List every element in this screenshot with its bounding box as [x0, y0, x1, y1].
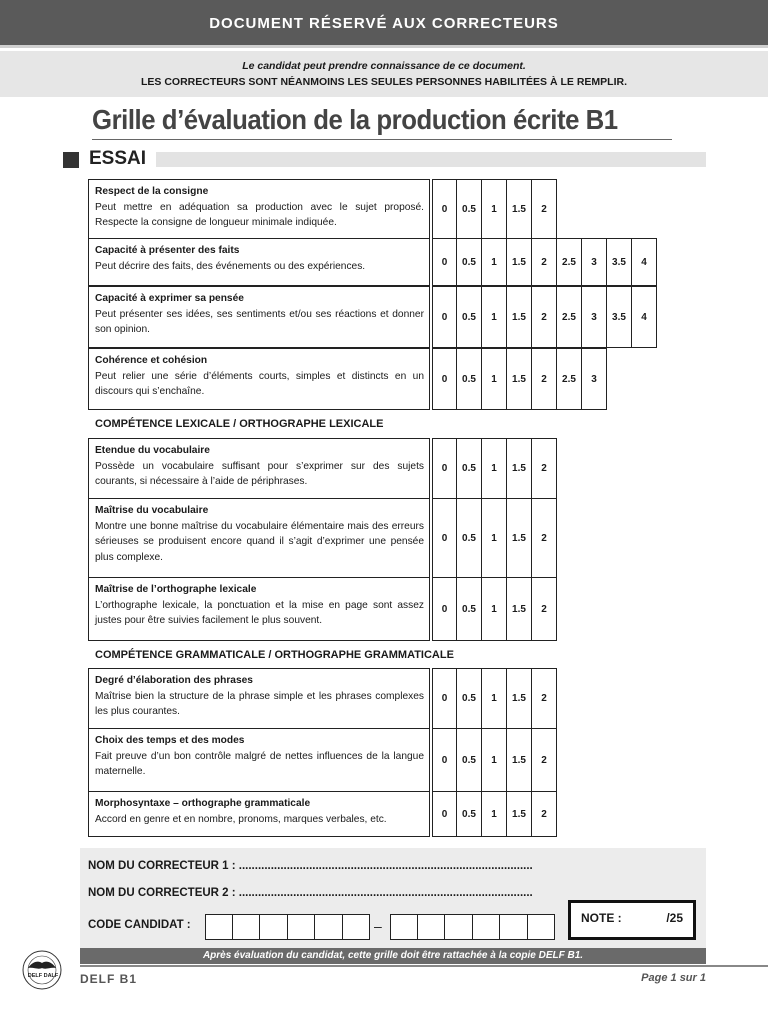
score-options: [430, 498, 557, 578]
criterion-desc: Maîtrise bien la structure de la phrase simple et les phrases complexes les plus courantes.: [95, 690, 424, 717]
criterion-desc: Montre une bonne maîtrise du vocabulaire élémentaire mais des erreurs sérieuses se produisent encore quand il s’agit d’exprimer une pensée plus complexe.: [95, 520, 424, 563]
score-option[interactable]: 1.5: [507, 438, 532, 499]
score-option[interactable]: 0.5: [457, 728, 482, 792]
score-option[interactable]: 1.5: [507, 238, 532, 286]
reserved-banner: DOCUMENT RÉSERVÉ AUX CORRECTEURS: [0, 0, 768, 48]
score-option[interactable]: 2: [532, 438, 557, 499]
score-option[interactable]: 2: [532, 286, 557, 348]
criterion-name: Maîtrise du vocabulaire: [95, 505, 209, 516]
code-separator: –: [374, 918, 382, 934]
section-essai-label: ESSAI: [89, 148, 147, 169]
section-lexicale-heading: COMPÉTENCE LEXICALE / ORTHOGRAPHE LEXICALE: [95, 418, 384, 430]
code-cell[interactable]: [288, 914, 316, 940]
score-option[interactable]: 3: [582, 286, 607, 348]
score-options: [430, 668, 557, 729]
score-options: [430, 577, 557, 641]
score-option[interactable]: 1: [482, 348, 507, 410]
note-value: /25: [666, 911, 683, 925]
criterion-name: Cohérence et cohésion: [95, 355, 208, 366]
criterion-name: Etendue du vocabulaire: [95, 445, 210, 456]
score-options: [430, 438, 557, 499]
score-option[interactable]: 2: [532, 498, 557, 578]
score-option[interactable]: 0.5: [457, 238, 482, 286]
criterion-row: [88, 348, 607, 410]
score-option[interactable]: 2.5: [557, 348, 582, 410]
score-options: [430, 728, 557, 792]
score-option[interactable]: 1.5: [507, 668, 532, 729]
score-options: [430, 179, 557, 239]
code-cell[interactable]: [445, 914, 473, 940]
score-option[interactable]: 2: [532, 238, 557, 286]
candidate-code-cells-2[interactable]: [390, 914, 555, 940]
code-cell[interactable]: [418, 914, 446, 940]
score-option[interactable]: 1.5: [507, 791, 532, 837]
score-option[interactable]: 1: [482, 286, 507, 348]
score-option[interactable]: 0.5: [457, 498, 482, 578]
score-option[interactable]: 1: [482, 668, 507, 729]
score-option[interactable]: 0.5: [457, 791, 482, 837]
criterion-name: Capacité à exprimer sa pensée: [95, 293, 244, 304]
criterion-desc: Accord en genre et en nombre, pronoms, marques verbales, etc.: [95, 813, 387, 825]
score-options: [430, 286, 657, 348]
score-option[interactable]: 0: [432, 438, 457, 499]
criterion-name: Morphosyntaxe – orthographe grammaticale: [95, 798, 311, 809]
score-option[interactable]: 0: [432, 348, 457, 410]
section-marker-icon: [63, 152, 79, 168]
criterion-row: [88, 498, 557, 578]
score-option[interactable]: 0: [432, 728, 457, 792]
score-option[interactable]: 3: [582, 348, 607, 410]
score-option[interactable]: 0.5: [457, 668, 482, 729]
note-box[interactable]: [568, 900, 696, 940]
criterion-description-cell: [88, 286, 430, 348]
code-cell[interactable]: [233, 914, 261, 940]
score-option[interactable]: 0.5: [457, 348, 482, 410]
criterion-description-cell: [88, 791, 430, 837]
score-option[interactable]: 1.5: [507, 577, 532, 641]
score-option[interactable]: 1: [482, 791, 507, 837]
score-option[interactable]: 0: [432, 286, 457, 348]
score-option[interactable]: 0.5: [457, 179, 482, 239]
score-option[interactable]: 4: [632, 286, 657, 348]
code-cell[interactable]: [315, 914, 343, 940]
bottom-notice: Après évaluation du candidat, cette grille doit être rattachée à la copie DELF B1.: [80, 948, 706, 964]
score-option[interactable]: 2: [532, 728, 557, 792]
criterion-desc: Peut présenter ses idées, ses sentiments et/ou ses réactions et donner son opinion.: [95, 308, 424, 335]
score-option[interactable]: 3: [582, 238, 607, 286]
criterion-row: [88, 286, 657, 348]
criterion-name: Maîtrise de l’orthographe lexicale: [95, 584, 257, 595]
score-option[interactable]: 1: [482, 179, 507, 239]
criterion-name: Capacité à présenter des faits: [95, 245, 240, 256]
criterion-name: Degré d’élaboration des phrases: [95, 675, 253, 686]
score-option[interactable]: 2.5: [557, 238, 582, 286]
criterion-desc: L’orthographe lexicale, la ponctuation et la mise en page sont assez justes pour être suivies facilement le plus souvent.: [95, 599, 424, 626]
score-option[interactable]: 1.5: [507, 498, 532, 578]
score-option[interactable]: 0: [432, 791, 457, 837]
candidate-code-label: CODE CANDIDAT :: [88, 919, 191, 931]
criterion-description-cell: [88, 238, 430, 286]
score-options: [430, 791, 557, 837]
bottom-divider: [80, 965, 768, 967]
criterion-description-cell: [88, 348, 430, 410]
score-option[interactable]: 1.5: [507, 348, 532, 410]
note-label: NOTE :: [581, 911, 622, 925]
code-cell[interactable]: [390, 914, 418, 940]
criterion-description-cell: [88, 668, 430, 729]
criterion-description-cell: [88, 498, 430, 578]
score-option[interactable]: 0.5: [457, 577, 482, 641]
score-option[interactable]: 2: [532, 791, 557, 837]
criterion-row: [88, 668, 557, 729]
score-option[interactable]: 1: [482, 438, 507, 499]
candidate-code-cells-1[interactable]: [205, 914, 370, 940]
score-option[interactable]: 1: [482, 577, 507, 641]
section-grammaticale-heading: COMPÉTENCE GRAMMATICALE / ORTHOGRAPHE GRAMMATICALE: [95, 649, 454, 661]
score-options: [430, 348, 607, 410]
corrector-1-field[interactable]: NOM DU CORRECTEUR 1 : ............................................................................................: [88, 860, 533, 872]
score-option[interactable]: 3.5: [607, 286, 632, 348]
score-option[interactable]: 1: [482, 728, 507, 792]
criterion-row: [88, 577, 557, 641]
criterion-row: [88, 179, 557, 239]
page-number: Page 1 sur 1: [641, 972, 706, 984]
score-option[interactable]: 1.5: [507, 286, 532, 348]
score-option[interactable]: 0: [432, 498, 457, 578]
delf-dalf-logo-icon: [20, 950, 64, 990]
criterion-row: [88, 728, 557, 792]
page-title: Grille d’évaluation de la production écrite B1: [92, 104, 618, 135]
score-option[interactable]: 1: [482, 498, 507, 578]
logo-text: DELF DALF: [27, 973, 59, 979]
score-options: [430, 238, 657, 286]
code-cell[interactable]: [528, 914, 556, 940]
score-option[interactable]: 0: [432, 668, 457, 729]
criterion-desc: Peut relier une série d’éléments courts, simples et distincts en un discours qui s’enchaîne.: [95, 370, 424, 397]
criterion-description-cell: [88, 179, 430, 239]
criterion-desc: Peut décrire des faits, des événements ou des expériences.: [95, 260, 366, 272]
footer-level: DELF B1: [80, 972, 138, 986]
score-option[interactable]: 0: [432, 179, 457, 239]
score-option[interactable]: 0.5: [457, 286, 482, 348]
criterion-name: Choix des temps et des modes: [95, 735, 245, 746]
criterion-description-cell: [88, 728, 430, 792]
code-cell[interactable]: [473, 914, 501, 940]
score-option[interactable]: 1.5: [507, 179, 532, 239]
score-option[interactable]: 2.5: [557, 286, 582, 348]
score-option[interactable]: 0.5: [457, 438, 482, 499]
code-cell[interactable]: [260, 914, 288, 940]
criterion-description-cell: [88, 577, 430, 641]
score-option[interactable]: 4: [632, 238, 657, 286]
notice-line-2: LES CORRECTEURS SONT NÉANMOINS LES SEULES PERSONNES HABILITÉES À LE REMPLIR.: [141, 76, 627, 88]
score-option[interactable]: 2: [532, 577, 557, 641]
criterion-name: Respect de la consigne: [95, 186, 209, 197]
notice-panel: [0, 51, 768, 97]
score-option[interactable]: 0: [432, 577, 457, 641]
criterion-desc: Fait preuve d’un bon contrôle malgré de nettes influences de la langue maternelle.: [95, 750, 424, 777]
code-cell[interactable]: [205, 914, 233, 940]
score-option[interactable]: 2: [532, 348, 557, 410]
score-option[interactable]: 2: [532, 668, 557, 729]
score-option[interactable]: 3.5: [607, 238, 632, 286]
criterion-description-cell: [88, 438, 430, 499]
corrector-2-field[interactable]: NOM DU CORRECTEUR 2 : ............................................................................................: [88, 887, 533, 899]
section-bar: [156, 152, 706, 167]
criterion-desc: Peut mettre en adéquation sa production avec le sujet proposé. Respecte la consigne de longueur minimale indiquée.: [95, 201, 424, 228]
criterion-desc: Possède un vocabulaire suffisant pour s’exprimer sur des sujets courants, si nécessaire à l’aide de périphrases.: [95, 460, 424, 487]
title-divider: [92, 139, 672, 140]
notice-line-1: Le candidat peut prendre connaissance de ce document.: [242, 60, 526, 72]
criterion-row: [88, 438, 557, 499]
score-option[interactable]: 2: [532, 179, 557, 239]
score-option[interactable]: 1.5: [507, 728, 532, 792]
code-cell[interactable]: [343, 914, 371, 940]
code-cell[interactable]: [500, 914, 528, 940]
score-option[interactable]: 1: [482, 238, 507, 286]
score-option[interactable]: 0: [432, 238, 457, 286]
criterion-row: [88, 238, 657, 286]
criterion-row: [88, 791, 557, 837]
